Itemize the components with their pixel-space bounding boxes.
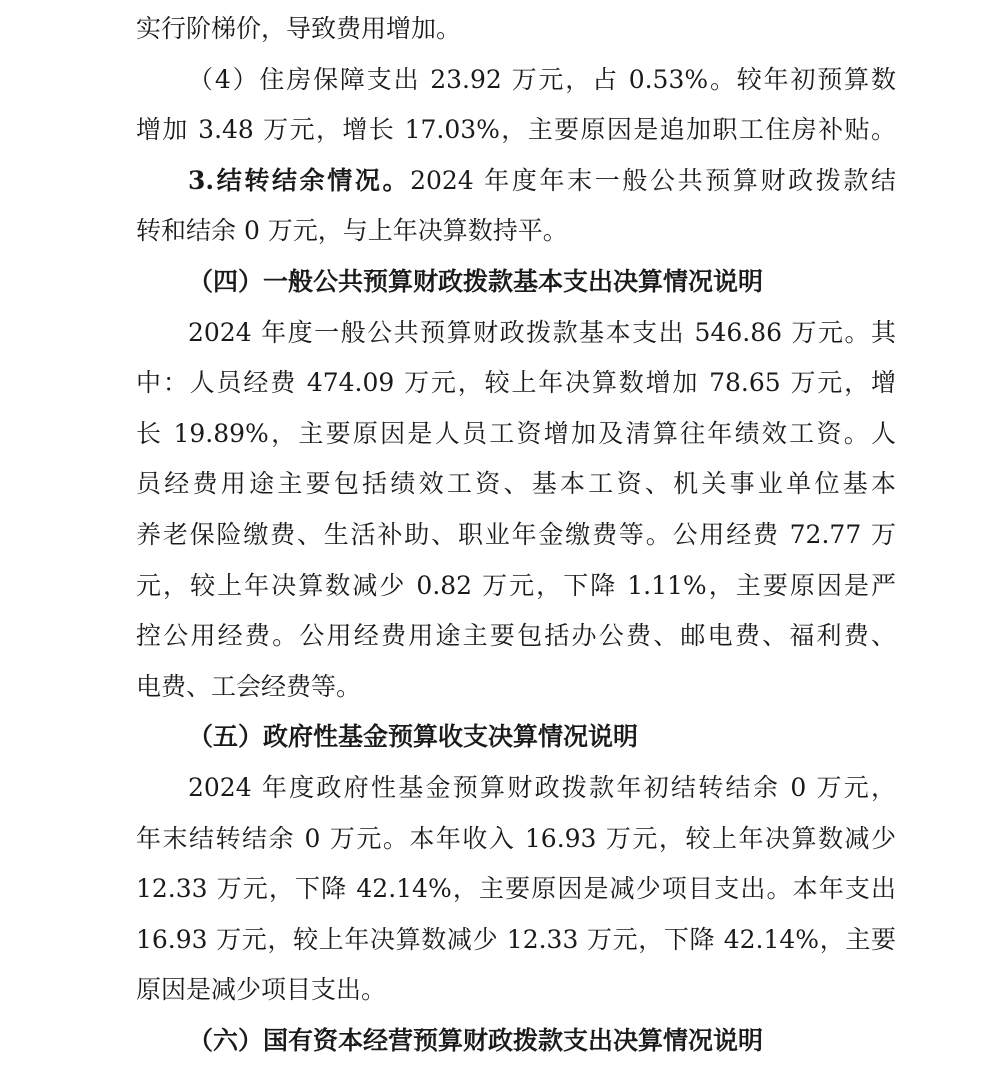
- document-page: [136, 4, 896, 1066]
- paragraph-line: （4）住房保障支出 23.92 万元，占 0.53%。较年初预算数: [188, 64, 896, 94]
- section-heading: （四）一般公共预算财政拨款基本支出决算情况说明: [188, 266, 764, 296]
- paragraph-line: 2024 年度一般公共预算财政拨款基本支出 546.86 万元。其: [188, 317, 896, 347]
- paragraph-line: 电费、工会经费等。: [136, 671, 362, 701]
- paragraph-line: 实行阶梯价，导致费用增加。: [136, 14, 462, 43]
- paragraph-line: 控公用经费。公用经费用途主要包括办公费、邮电费、福利费、: [136, 621, 896, 651]
- paragraph-line: 元，较上年决算数减少 0.82 万元，下降 1.11%，主要原因是严: [136, 570, 896, 600]
- paragraph-line: 2024 年度政府性基金预算财政拨款年初结转结余 0 万元，: [188, 772, 896, 802]
- paragraph-line: 员经费用途主要包括绩效工资、基本工资、机关事业单位基本: [136, 469, 896, 499]
- paragraph-line: 原因是减少项目支出。: [136, 975, 387, 1005]
- paragraph-line: 中：人员经费 474.09 万元，较上年决算数增加 78.65 万元，增: [136, 368, 896, 398]
- paragraph-line: 转和结余 0 万元，与上年决算数持平。: [136, 216, 568, 246]
- paragraph-line: 年末结转结余 0 万元。本年收入 16.93 万元，较上年决算数减少: [136, 823, 896, 853]
- paragraph-text: 2024 年度年末一般公共预算财政拨款结: [410, 165, 896, 195]
- section-heading: （五）政府性基金预算收支决算情况说明: [188, 722, 639, 752]
- paragraph-line: [136, 156, 896, 207]
- paragraph-line: 长 19.89%，主要原因是人员工资增加及清算往年绩效工资。人: [136, 418, 896, 448]
- section-heading: （六）国有资本经营预算财政拨款支出决算情况说明: [188, 1025, 764, 1055]
- paragraph-line: 12.33 万元，下降 42.14%，主要原因是减少项目支出。本年支出: [136, 874, 896, 904]
- paragraph-line: 增加 3.48 万元，增长 17.03%，主要原因是追加职工住房补贴。: [136, 115, 896, 145]
- paragraph-line: 养老保险缴费、生活补助、职业年金缴费等。公用经费 72.77 万: [136, 519, 896, 549]
- paragraph-line: 16.93 万元，较上年决算数减少 12.33 万元，下降 42.14%，主要: [136, 924, 896, 954]
- subsection-label: 3.结转结余情况。: [188, 165, 411, 195]
